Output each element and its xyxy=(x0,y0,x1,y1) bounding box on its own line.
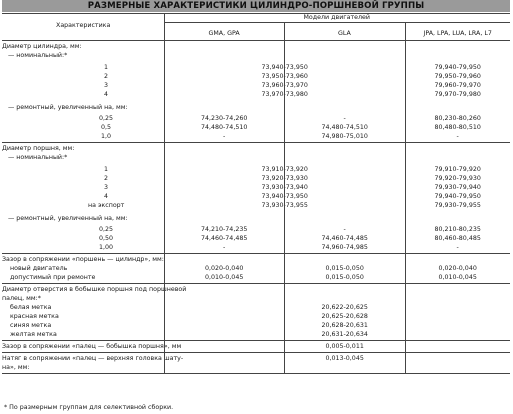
section-rule xyxy=(2,283,510,284)
cyl-repair-v2: - xyxy=(343,115,346,122)
cyl-group: 2 xyxy=(104,73,109,80)
gap-v2: 0,015-0,050 xyxy=(325,274,364,281)
cyl-group: 1 xyxy=(104,64,109,71)
footnote: * По размерным группам для селективной сборки. xyxy=(4,404,174,411)
piston-repair-size: 0,25 xyxy=(99,226,114,233)
piston-value: 73,940-73,950 xyxy=(261,193,308,200)
cyl-repair-v3: - xyxy=(456,133,459,140)
piston-repair-v2: - xyxy=(343,226,346,233)
section-rule xyxy=(2,352,510,353)
header-col1: GMA, GPA xyxy=(208,30,240,37)
gap-v1: 0,010-0,045 xyxy=(205,274,244,281)
piston-repair: — ремонтный, увеличенный на, мм: xyxy=(8,215,128,222)
col-divider xyxy=(284,22,285,373)
cyl-repair-size: 0,5 xyxy=(101,124,112,131)
header-sub-rule xyxy=(164,22,510,23)
header-col3: JPA, LPA, LUA, LRA, L7 xyxy=(423,30,492,37)
hole-mark: желтая метка xyxy=(10,331,57,338)
gap-case: новый двигатель xyxy=(10,265,68,272)
piston-value: 73,930-73,955 xyxy=(261,202,308,209)
cyl-repair-v2: 74,980-75,010 xyxy=(321,133,368,140)
pin-gap-label: Зазор в сопряжении «палец — бобышка поршня», мм xyxy=(2,343,182,350)
cyl-repair-v1: 74,230-74,260 xyxy=(201,115,248,122)
gap-case: допустимый при ремонте xyxy=(10,274,96,281)
piston-repair-v2: 74,960-74,985 xyxy=(321,244,368,251)
header-col2: GLA xyxy=(338,30,351,37)
cyl-value-l: 79,960-79,970 xyxy=(434,82,481,89)
cyl-repair-v3: 80,480-80,510 xyxy=(434,124,481,131)
piston-label: Диаметр поршня, мм: xyxy=(2,145,75,152)
gap-label: Зазор в сопряжении «поршень — цилиндр», мм: xyxy=(2,256,164,263)
cyl-repair-size: 0,25 xyxy=(99,115,114,122)
hole-value: 20,625-20,628 xyxy=(321,313,368,320)
piston-value-l: 79,930-79,955 xyxy=(434,202,481,209)
cyl-repair-v1: - xyxy=(223,133,226,140)
hole-value: 20,631-20,634 xyxy=(321,331,368,338)
cyl-value-l: 79,940-79,950 xyxy=(434,64,481,71)
piston-group: 1 xyxy=(104,166,109,173)
rod-fit-label: на», мм: xyxy=(2,364,30,371)
hole-label: палец, мм:* xyxy=(2,295,41,302)
piston-repair-v1: - xyxy=(223,244,226,251)
pin-gap-value: 0,005-0,011 xyxy=(325,343,364,350)
gap-v3: 0,010-0,045 xyxy=(438,274,477,281)
hole-mark: синяя метка xyxy=(10,322,52,329)
header-bottom-rule xyxy=(2,40,510,41)
piston-group: на экспорт xyxy=(88,202,125,209)
piston-value-l: 79,910-79,920 xyxy=(434,166,481,173)
cyl-repair-size: 1,0 xyxy=(101,133,112,140)
piston-repair-v3: 80,460-80,485 xyxy=(434,235,481,242)
cyl-value: 73,940-73,950 xyxy=(261,64,308,71)
section-rule xyxy=(2,142,510,143)
hole-value: 20,622-20,625 xyxy=(321,304,368,311)
header-characteristic: Характеристика xyxy=(56,22,111,29)
cyl-repair-v1: 74,480-74,510 xyxy=(201,124,248,131)
table-bottom-rule xyxy=(2,373,510,374)
piston-group: 3 xyxy=(104,184,109,191)
gap-v2: 0,015-0,050 xyxy=(325,265,364,272)
cyl-value: 73,970-73,980 xyxy=(261,91,308,98)
piston-repair-size: 0,50 xyxy=(99,235,114,242)
col-divider xyxy=(164,13,165,373)
piston-repair-v3: 80,210-80,235 xyxy=(434,226,481,233)
cyl-group: 4 xyxy=(104,91,109,98)
table-top-rule xyxy=(2,13,510,14)
piston-value-l: 79,940-79,950 xyxy=(434,193,481,200)
gap-v1: 0,020-0,040 xyxy=(205,265,244,272)
cyl-value-l: 79,970-79,980 xyxy=(434,91,481,98)
piston-nominal: — номинальный:* xyxy=(8,154,68,161)
piston-value-l: 79,920-79,930 xyxy=(434,175,481,182)
hole-label: Диаметр отверстия в бобышке поршня под поршневой xyxy=(2,286,187,293)
hole-value: 20,628-20,631 xyxy=(321,322,368,329)
piston-repair-v2: 74,460-74,485 xyxy=(321,235,368,242)
cyl-value: 73,950-73,960 xyxy=(261,73,308,80)
hole-mark: красная метка xyxy=(10,313,59,320)
piston-repair-size: 1,00 xyxy=(99,244,114,251)
cyl-label: Диаметр цилиндра, мм: xyxy=(2,43,82,50)
cyl-value: 73,960-73,970 xyxy=(261,82,308,89)
cyl-nominal: — номинальный:* xyxy=(8,52,68,59)
table-title: РАЗМЕРНЫЕ ХАРАКТЕРИСТИКИ ЦИЛИНДРО-ПОРШНЕВОЙ ГРУППЫ xyxy=(2,0,510,12)
piston-repair-v1: 74,210-74,235 xyxy=(201,226,248,233)
hole-mark: белая метка xyxy=(10,304,52,311)
section-rule xyxy=(2,253,510,254)
piston-value: 73,930-73,940 xyxy=(261,184,308,191)
cyl-group: 3 xyxy=(104,82,109,89)
rod-fit-label: Натяг в сопряжении «палец — верхняя головка шату- xyxy=(2,355,184,362)
cyl-repair-v2: 74,480-74,510 xyxy=(321,124,368,131)
piston-repair-v1: 74,460-74,485 xyxy=(201,235,248,242)
cyl-repair: — ремонтный, увеличенный на, мм: xyxy=(8,104,128,111)
piston-group: 4 xyxy=(104,193,109,200)
header-models: Модели двигателей xyxy=(303,14,370,21)
rod-fit-value: 0,013-0,045 xyxy=(325,355,364,362)
piston-value-l: 79,930-79,940 xyxy=(434,184,481,191)
col-divider xyxy=(405,22,406,373)
piston-value: 73,910-73,920 xyxy=(261,166,308,173)
cyl-value-l: 79,950-79,960 xyxy=(434,73,481,80)
piston-repair-v3: - xyxy=(456,244,459,251)
section-rule xyxy=(2,340,510,341)
piston-group: 2 xyxy=(104,175,109,182)
piston-value: 73,920-73,930 xyxy=(261,175,308,182)
spec-table-page xyxy=(2,0,510,414)
cyl-repair-v3: 80,230-80,260 xyxy=(434,115,481,122)
gap-v3: 0,020-0,040 xyxy=(438,265,477,272)
